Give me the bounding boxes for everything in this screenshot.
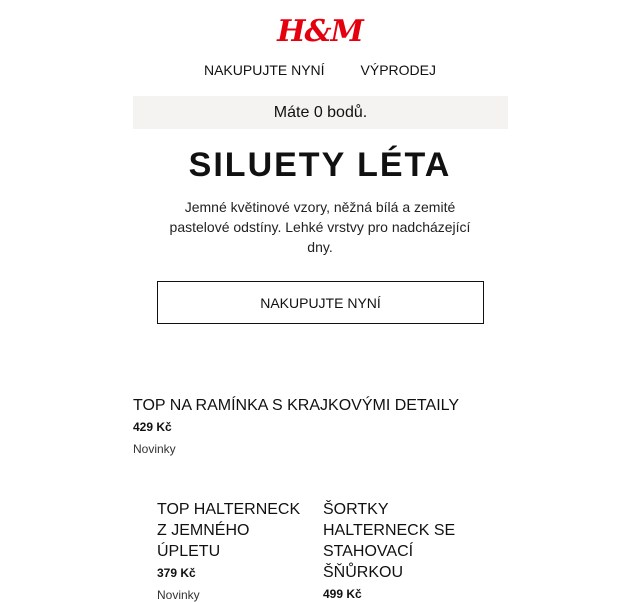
top-nav: [0, 62, 640, 78]
hero-title: SILUETY LÉTA: [188, 146, 452, 184]
shop-now-button-label: NAKUPUJTE NYNÍ: [260, 294, 381, 311]
hero-text: Jemné květinové vzory, něžná bílá a zemité pastelové odstíny. Lehké vrstvy pro nadcházející dny.: [169, 199, 471, 255]
product-card[interactable]: [157, 499, 309, 602]
product-price: 429 Kč: [133, 420, 172, 434]
product-name[interactable]: TOP HALTERNECK Z JEMNÉHO ÚPLETU: [157, 501, 301, 560]
product-card[interactable]: [323, 499, 473, 601]
product-price: 499 Kč: [323, 587, 362, 601]
product-name[interactable]: TOP NA RAMÍNKA S KRAJKOVÝMI DETAILY: [133, 397, 460, 414]
points-text: Máte 0 bodů.: [273, 103, 368, 121]
product-tag: Novinky: [133, 442, 176, 456]
nav-shop-now[interactable]: NAKUPUJTE NYNÍ: [203, 62, 325, 78]
nav-sale[interactable]: VÝPRODEJ: [360, 62, 437, 78]
product-name[interactable]: ŠORTKY HALTERNECK SE STAHOVACÍ ŠŇŮRKOU: [323, 501, 456, 581]
product-price: 379 Kč: [157, 566, 196, 580]
points-banner: [133, 96, 508, 129]
brand-logo-text: H&M: [277, 14, 363, 49]
shop-now-button[interactable]: [157, 281, 484, 324]
brand-logo[interactable]: [0, 14, 640, 49]
product-tag: Novinky: [157, 588, 200, 602]
product-card[interactable]: [133, 395, 513, 456]
